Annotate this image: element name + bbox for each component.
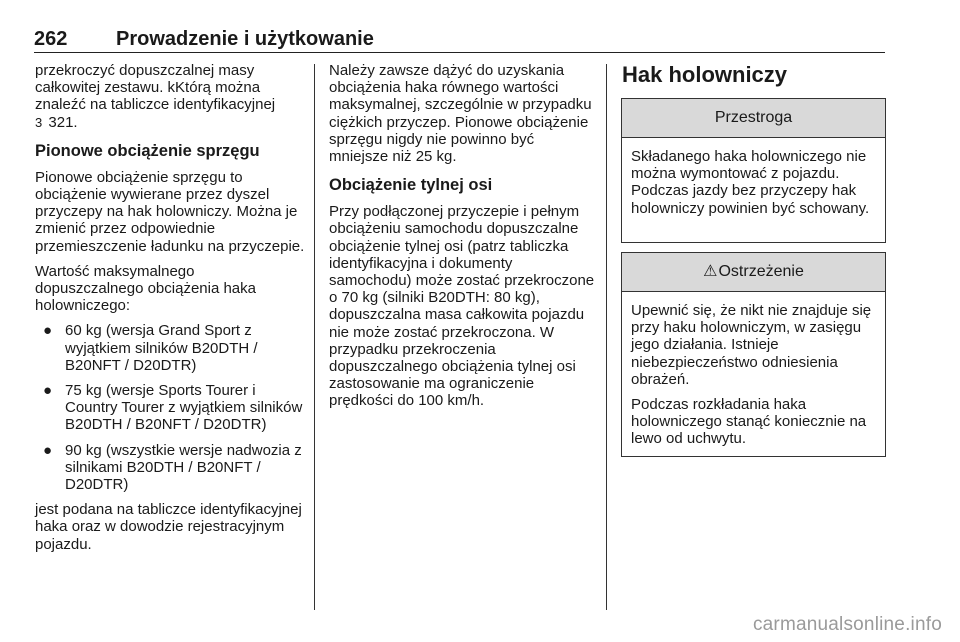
bullet-icon: ●	[43, 382, 53, 400]
caution-text: Składanego haka holowniczego nie można wymontować z pojazdu. Podczas jazdy bez przyczepy hak holowniczy powinien być schowany.	[631, 148, 870, 217]
section-heading: Pionowe obciążenie sprzęgu	[35, 141, 260, 160]
warning-triangle-icon: ⚠	[703, 263, 718, 280]
warning-text: Podczas rozkładania haka holowniczego stanąć koniecznie na lewo od uchwytu.	[631, 396, 867, 448]
page-number: 262	[34, 28, 68, 50]
caution-label: Przestroga	[622, 99, 885, 138]
intro-paragraph: przekroczyć dopuszczalnej masy całkowitej zestawu. kKtórą można znaleźć na tabliczce identyfikacyjnej 3 321.	[35, 62, 276, 131]
middle-column	[329, 62, 597, 418]
page-reference[interactable]: 321.	[48, 113, 78, 131]
page-reference-arrow-icon: 3	[35, 114, 43, 130]
bullet-icon: ●	[43, 441, 53, 459]
bullet-list	[35, 322, 307, 493]
left-column	[35, 62, 307, 561]
page-header	[34, 28, 885, 53]
paragraph: Przy podłączonej przyczepie i pełnym obciążeniu samochodu dopuszczalne obciążenie tylnej osi (patrz tabliczka identyfikacyjna i dokumenty samochodu) może zostać przekroczone o 70 kg (silniki B20DTH: 80 kg), dopuszczalna masa całkowita pojazdu nie może zostać przekroczona. W przypadku przekroczenia dopuszczalnego obciążenia tylnej osi zastosowanie ma ograniczenie prędkości do 100 km/h.	[329, 203, 595, 410]
page-title: Prowadzenie i użytkowanie	[116, 28, 374, 50]
section-title: Hak holowniczy	[622, 62, 788, 87]
warning-text: Upewnić się, że nikt nie znajduje się przy haku holowniczym, w zasięgu jego działania. Istnieje niebezpieczeństwo odniesienia obrażeń.	[631, 302, 872, 388]
warning-box	[621, 252, 886, 457]
paragraph: Należy zawsze dążyć do uzyskania obciążenia haka równego wartości maksymalnej, szczególnie w przypadku ciężkich przyczep. Pionowe obciążenie sprzęgu nigdy nie powinno być mniejsze niż 25 kg.	[329, 62, 592, 166]
paragraph: Pionowe obciążenie sprzęgu to obciążenie wywierane przez dyszel przyczepy na hak holowniczy. Można je zmienić przez odpowiednie przemieszczenie ładunku na przyczepie.	[35, 168, 305, 255]
paragraph: Wartość maksymalnego dopuszczalnego obciążenia haka holowniczego:	[35, 262, 256, 315]
list-item: ● 60 kg (wersja Grand Sport z wyjątkiem silników B20DTH / B20NFT / D20DTR)	[43, 322, 258, 374]
bullet-icon: ●	[43, 322, 53, 340]
watermark: carmanualsonline.info	[752, 614, 942, 635]
warning-label: Ostrzeżenie	[718, 263, 804, 280]
list-item: ● 90 kg (wszystkie wersje nadwozia z silnikami B20DTH / B20NFT / D20DTR)	[43, 441, 302, 494]
paragraph: jest podana na tabliczce identyfikacyjnej haka oraz w dowodzie rejestracyjnym pojazdu.	[35, 501, 302, 553]
warning-header	[622, 253, 885, 292]
list-item: ● 75 kg (wersje Sports Tourer i Country Tourer z wyjątkiem silników B20DTH / B20NFT / D20DTR)	[43, 382, 303, 434]
column-divider	[606, 64, 607, 610]
column-divider	[314, 64, 315, 610]
caution-box	[621, 98, 886, 243]
section-heading: Obciążenie tylnej osi	[329, 176, 493, 195]
